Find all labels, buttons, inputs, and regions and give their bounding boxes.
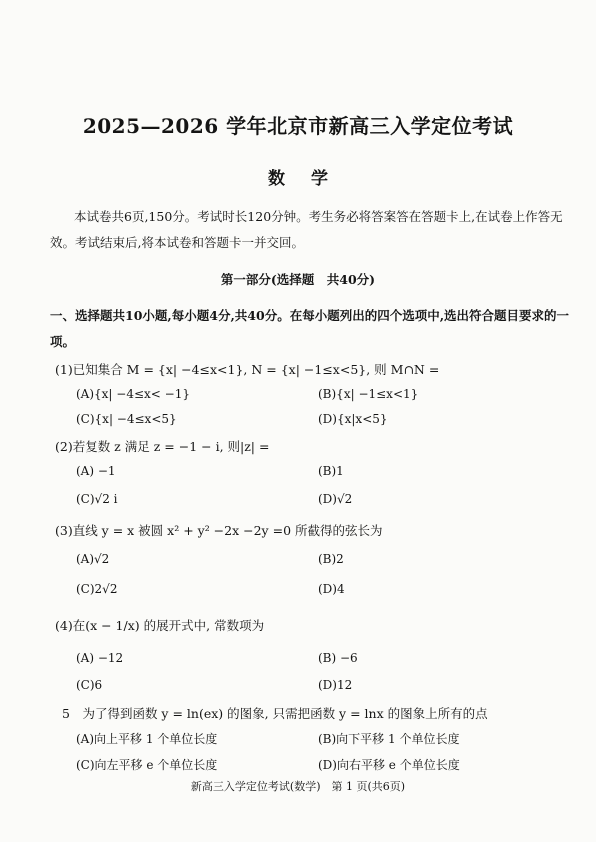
section-instruction: 一、选择题共10小题,每小题4分,共40分。在每小题列出的四个选项中,选出符合题目要求的一项。 xyxy=(50,308,570,349)
exam-title: 2025—2026 学年北京市新高三入学定位考试 xyxy=(82,114,514,138)
question-4-option-d: (D)12 xyxy=(318,678,353,692)
subject-title: 数学 xyxy=(268,169,354,189)
question-1-option-b: (B){x| −1≤x<1} xyxy=(318,387,419,401)
question-3-stem: (3)直线 y = x 被圆 x² + y² −2x −2y =0 所截得的弦长为 xyxy=(55,523,383,538)
question-5-option-d: (D)向右平移 e 个单位长度 xyxy=(318,758,460,772)
question-3-option-c: (C)2√2 xyxy=(76,582,118,596)
question-1-option-d: (D){x|x<5} xyxy=(318,412,388,426)
part-heading: 第一部分(选择题 共40分) xyxy=(220,272,376,287)
question-2-option-b: (B)1 xyxy=(318,464,344,478)
question-3-option-d: (D)4 xyxy=(318,582,345,596)
question-1-stem: (1)已知集合 M = {x| −4≤x<1}, N = {x| −1≤x<5}, 则 M∩N = xyxy=(55,362,440,377)
question-3-option-b: (B)2 xyxy=(318,552,344,566)
question-4-option-c: (C)6 xyxy=(76,678,103,692)
question-4-option-a: (A) −12 xyxy=(76,651,124,665)
question-5-option-b: (B)向下平移 1 个单位长度 xyxy=(318,732,460,746)
question-2-option-d: (D)√2 xyxy=(318,492,353,506)
question-1-option-c: (C){x| −4≤x<5} xyxy=(76,412,177,426)
question-2-option-a: (A) −1 xyxy=(76,464,116,478)
question-2-stem: (2)若复数 z 满足 z = −1 − i, 则|z| = xyxy=(55,439,270,454)
question-3-option-a: (A)√2 xyxy=(76,552,110,566)
question-2-option-c: (C)√2 i xyxy=(76,492,118,506)
question-5-stem: 5 为了得到函数 y = ln(ex) 的图象, 只需把函数 y = lnx 的图象上所有的点 xyxy=(62,706,488,721)
page-footer: 新高三入学定位考试(数学) 第 1 页(共6页) xyxy=(190,780,406,793)
question-1-option-a: (A){x| −4≤x< −1} xyxy=(76,387,190,401)
question-4-stem: (4)在(x − 1/x) 的展开式中, 常数项为 xyxy=(55,618,265,633)
exam-instructions: 本试卷共6页,150分。考试时长120分钟。考生务必将答案答在答题卡上,在试卷上作答无效。考试结束后,将本试卷和答题卡一并交回。 xyxy=(50,209,563,250)
question-4-option-b: (B) −6 xyxy=(318,651,358,665)
question-5-option-a: (A)向上平移 1 个单位长度 xyxy=(76,732,218,746)
question-5-option-c: (C)向左平移 e 个单位长度 xyxy=(76,758,218,772)
